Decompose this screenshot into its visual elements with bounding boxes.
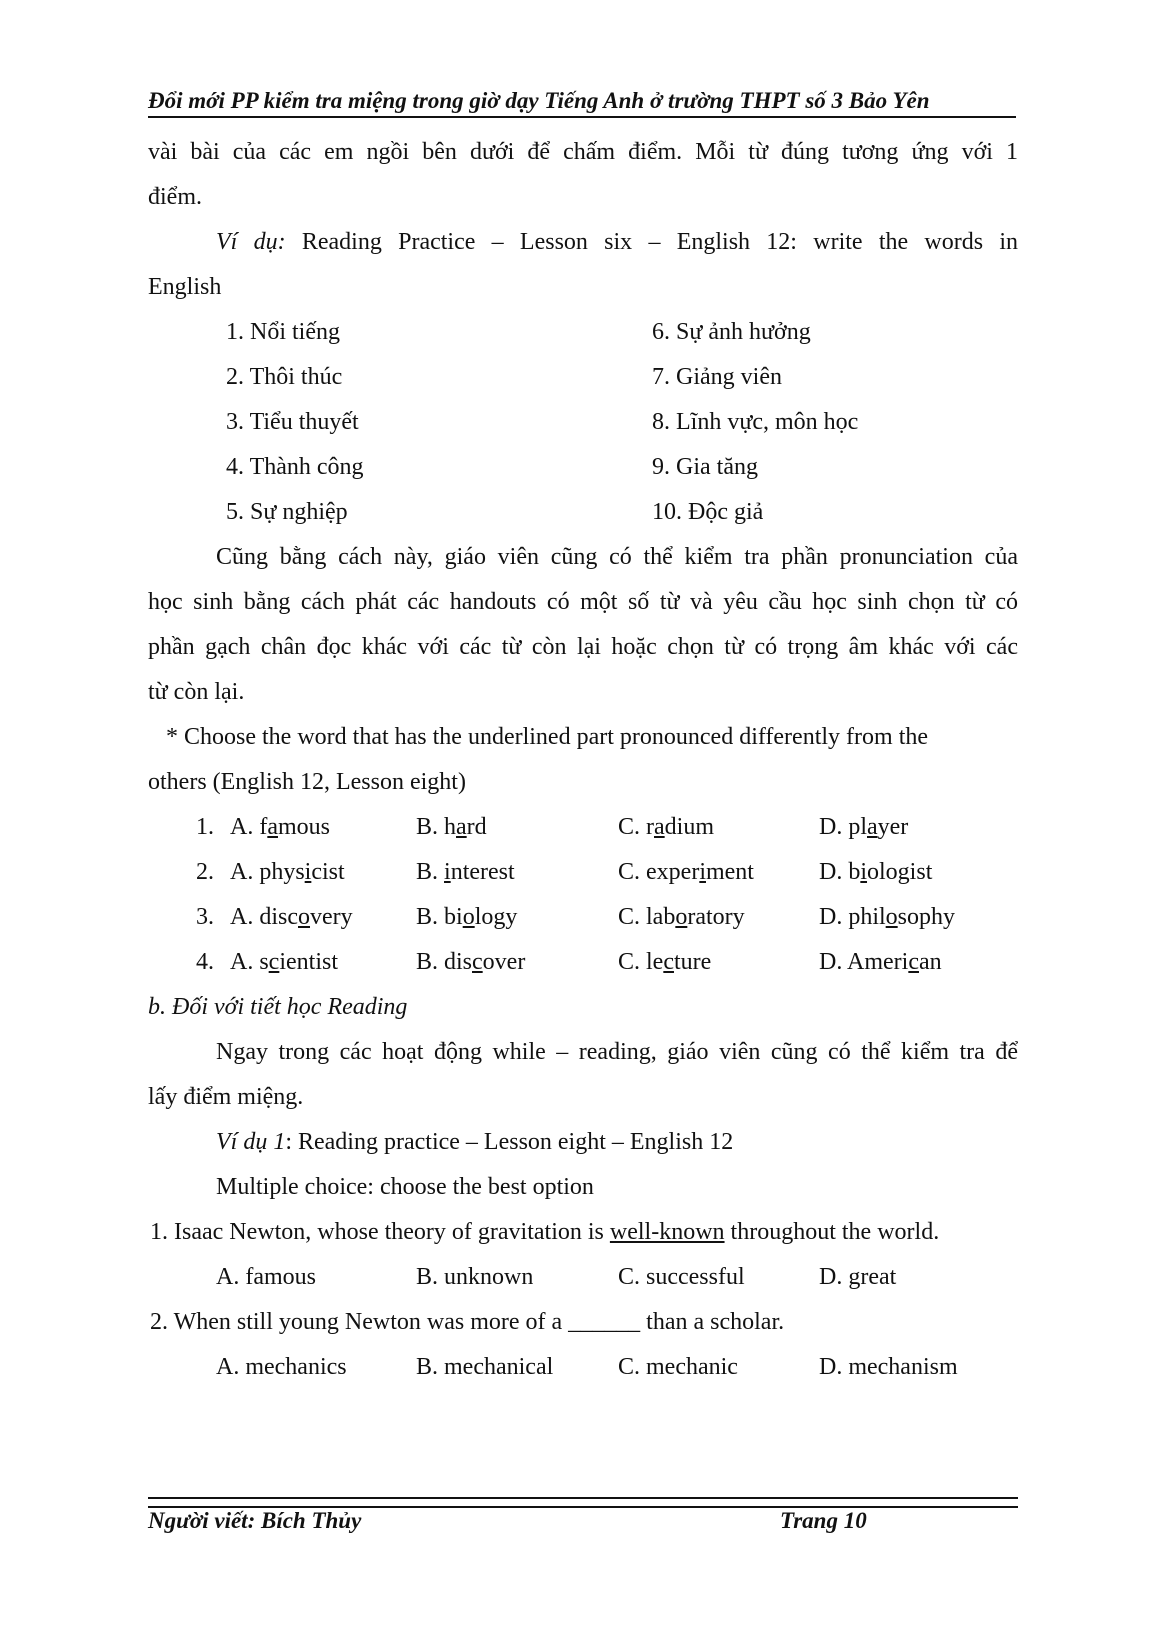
pron-row-4-option-d (819, 947, 942, 977)
pron-row-3-option-c-pre: C. lab (618, 904, 676, 930)
pron-row-2-option-c-post: ment (705, 859, 754, 885)
example-2-line (216, 1127, 733, 1157)
example-1-line-2: English (148, 274, 222, 300)
mc-q2-option-d: D. mechanism (819, 1354, 958, 1380)
pron-row-2-option-c-pre: C. exper (618, 859, 700, 885)
mc-q2-option-c: C. mechanic (618, 1354, 738, 1380)
pron-row-2-option-a-pre: A. phys (230, 859, 305, 885)
pron-row-4-option-c-post: ture (673, 949, 712, 975)
pron-row-1-option-b-u: a (456, 814, 467, 840)
intro-line-1 (148, 137, 1018, 167)
para-2-text-3: phần gạch chân đọc khác với các từ còn lại hoặc chọn từ có trọng âm khác với các (148, 634, 1018, 660)
pron-row-2-option-a-post: cist (311, 859, 345, 885)
para-3-line-2: lấy điểm miệng. (148, 1084, 304, 1110)
para-3-text-1: Ngay trong các hoạt động while – reading, giáo viên cũng có thể kiểm tra để (216, 1039, 1018, 1065)
pron-row-1-option-d (819, 812, 908, 842)
para-2-text-1: Cũng bằng cách này, giáo viên cũng có thể kiểm tra phần pronunciation của (216, 544, 1018, 570)
pron-row-3-option-c-u: o (675, 904, 688, 930)
pron-row-3-option-a-post: very (310, 904, 353, 930)
pron-row-2-option-b-u: i (444, 859, 451, 885)
pron-row-3-option-d (819, 902, 955, 932)
para-2-line-4: từ còn lại. (148, 679, 245, 705)
pron-row-1-option-b-pre: B. h (416, 814, 457, 840)
pron-row-1-option-a-u: a (267, 814, 278, 840)
pron-row-4-option-c-u: c (663, 949, 674, 975)
mc-q1-option-b: B. unknown (416, 1264, 534, 1290)
pron-row-2-option-d-u: i (860, 859, 868, 885)
pron-row-3-option-a-pre: A. disc (230, 904, 298, 930)
vocab-left-2: 2. Thôi thúc (226, 364, 343, 390)
pron-row-3-option-c-post: ratory (687, 904, 745, 930)
pron-row-2-number: 2. (196, 859, 214, 885)
vocab-left-1: 1. Nổi tiếng (226, 319, 340, 345)
pron-row-3-option-b-u: o (462, 904, 475, 930)
mc-question-2 (150, 1307, 784, 1337)
pron-row-3-option-b-post: logy (474, 904, 518, 930)
pron-row-1-option-d-pre: D. pl (819, 814, 867, 840)
pron-row-2-option-b-post: nterest (450, 859, 515, 885)
pron-row-2-option-b-pre: B. (416, 859, 445, 885)
vocab-right-10: 10. Độc giả (652, 499, 764, 525)
mc-q1-underlined: well-known (609, 1219, 725, 1245)
example-1-wrap (216, 227, 1018, 257)
example-2-text: : Reading practice – Lesson eight – English 12 (285, 1129, 734, 1155)
pron-row-1-option-c (618, 812, 714, 842)
mc-q1-pre: 1. Isaac Newton, whose theory of gravitation is (150, 1219, 610, 1245)
pron-row-1-option-c-pre: C. r (618, 814, 654, 840)
example-2-label: Ví dụ 1 (216, 1129, 286, 1155)
vocab-left-4: 4. Thành công (226, 454, 364, 480)
pron-row-1-option-c-u: a (654, 814, 665, 840)
mc-question-1 (150, 1217, 939, 1247)
vocab-right-7: 7. Giảng viên (652, 364, 782, 390)
pron-row-1-option-d-post: yer (877, 814, 909, 840)
pron-row-4-option-a-post: ientist (279, 949, 338, 975)
intro-text-1: vài bài của các em ngồi bên dưới để chấm điểm. Mỗi từ đúng tương ứng với 1 (148, 139, 1018, 165)
mc-q2-option-a: A. mechanics (216, 1354, 347, 1380)
pron-row-4-option-b (416, 947, 525, 977)
pron-row-1-option-a (230, 812, 330, 842)
mc-q2-pre: 2. When still young Newton was more of a (150, 1309, 569, 1335)
pron-row-1-option-b-post: rd (466, 814, 487, 840)
mc-q1-post: throughout the world. (724, 1219, 940, 1245)
pron-row-3-option-a (230, 902, 353, 932)
para-2-line-2 (148, 587, 1018, 617)
pron-row-2-option-d-pre: D. b (819, 859, 861, 885)
pron-row-2-option-c-u: i (699, 859, 706, 885)
para-2-line-1 (216, 542, 1018, 572)
pron-row-4-option-a (230, 947, 338, 977)
footer-divider (148, 1497, 1018, 1508)
pron-row-2-option-d (819, 857, 932, 887)
pron-row-3-option-a-u: o (298, 904, 310, 930)
vocab-left-5: 5. Sự nghiệp (226, 499, 348, 525)
footer-author: Người viết: Bích Thủy (148, 1508, 362, 1533)
vocab-right-8: 8. Lĩnh vực, môn học (652, 409, 859, 435)
pron-row-3-option-c (618, 902, 745, 932)
pron-row-2-option-b (416, 857, 515, 887)
pron-row-4-option-a-u: c (268, 949, 280, 975)
pron-row-3-option-d-pre: D. phil (819, 904, 886, 930)
pron-row-2-option-d-post: ologist (867, 859, 933, 885)
pron-row-2-option-a (230, 857, 345, 887)
mc-q2-blank: ______ (568, 1309, 641, 1335)
pron-row-4-option-d-u: c (908, 949, 919, 975)
mc-q1-option-a: A. famous (216, 1264, 316, 1290)
pron-task-line-1: * Choose the word that has the underlined part pronounced differently from the (166, 724, 929, 750)
mc-q1-option-c: C. successful (618, 1264, 745, 1290)
pron-task-line-2: others (English 12, Lesson eight) (148, 769, 466, 795)
footer-page-number: Trang 10 (780, 1508, 867, 1533)
pron-row-3-option-d-u: o (885, 904, 898, 930)
pron-row-4-option-d-pre: D. Ameri (819, 949, 909, 975)
para-2-line-3 (148, 632, 1018, 662)
mc-q2-post: than a scholar. (640, 1309, 785, 1335)
pron-row-1-option-a-post: mous (277, 814, 330, 840)
example-2-instruction: Multiple choice: choose the best option (216, 1174, 594, 1200)
pron-row-4-option-b-post: over (482, 949, 526, 975)
pron-row-3-number: 3. (196, 904, 214, 930)
pron-row-4-number: 4. (196, 949, 214, 975)
vocab-right-9: 9. Gia tăng (652, 454, 758, 480)
pron-row-4-option-a-pre: A. s (230, 949, 269, 975)
pron-row-4-option-b-u: c (472, 949, 483, 975)
para-3-line-1 (216, 1037, 1018, 1067)
pron-row-3-option-d-post: sophy (897, 904, 956, 930)
pron-row-1-number: 1. (196, 814, 214, 840)
intro-line-2: điểm. (148, 184, 202, 210)
pron-row-2-option-a-u: i (304, 859, 312, 885)
vocab-right-6: 6. Sự ảnh hưởng (652, 319, 811, 345)
mc-q2-option-b: B. mechanical (416, 1354, 554, 1380)
pron-row-1-option-d-u: a (867, 814, 878, 840)
example-1-label: Ví dụ: (216, 229, 286, 255)
pron-row-3-option-b-pre: B. bi (416, 904, 463, 930)
pron-row-4-option-c-pre: C. le (618, 949, 664, 975)
example-1-line (216, 227, 1018, 257)
section-b-heading: b. Đối với tiết học Reading (148, 994, 408, 1020)
pron-row-1-option-a-pre: A. f (230, 814, 268, 840)
pron-row-4-option-b-pre: B. dis (416, 949, 473, 975)
pron-row-4-option-c (618, 947, 711, 977)
pron-row-3-option-b (416, 902, 517, 932)
para-2-text-2: học sinh bằng cách phát các handouts có một số từ và yêu cầu học sinh chọn từ có (148, 589, 1018, 615)
vocab-left-3: 3. Tiểu thuyết (226, 409, 359, 435)
pron-row-1-option-b (416, 812, 487, 842)
pron-row-2-option-c (618, 857, 754, 887)
mc-q1-option-d: D. great (819, 1264, 897, 1290)
pron-row-1-option-c-post: dium (664, 814, 714, 840)
page-header-title: Đổi mới PP kiểm tra miệng trong giờ dạy Tiếng Anh ở trường THPT số 3 Bảo Yên (148, 88, 1016, 118)
pron-row-4-option-d-post: an (918, 949, 942, 975)
example-1-text: Reading Practice – Lesson six – English 12: write the words in (285, 229, 1019, 255)
